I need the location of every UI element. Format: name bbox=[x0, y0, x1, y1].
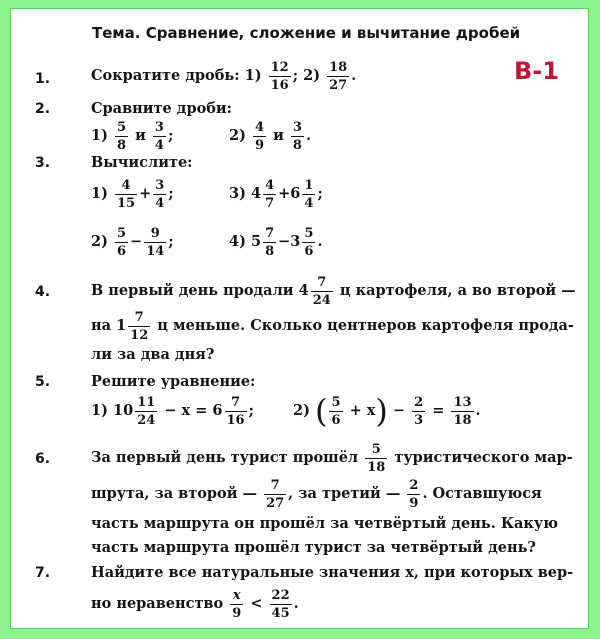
variant-label: В-1 bbox=[514, 57, 559, 85]
fraction: $\frac{3}{4}$ bbox=[155, 177, 165, 211]
task-2-b: 2) $\frac{4}{9}$ и $\frac{3}{8}$ . bbox=[229, 119, 312, 153]
fraction: $\frac{x}{9}$ bbox=[232, 587, 242, 621]
task-2-number: 2. bbox=[35, 101, 51, 117]
fraction: $\frac{7}{16}$ bbox=[226, 394, 245, 428]
fraction: $\frac{2}{9}$ bbox=[409, 477, 419, 511]
fraction: $\frac{13}{18}$ bbox=[453, 394, 472, 428]
fraction: $\frac{4}{9}$ bbox=[255, 119, 265, 153]
fraction: $\frac{1}{4}$ bbox=[304, 177, 314, 211]
task-2-a: 1) $\frac{5}{8}$ и $\frac{3}{4}$ ; bbox=[91, 119, 174, 153]
task-4-line-3: ли за два дня? bbox=[91, 345, 215, 363]
task-5-number: 5. bbox=[35, 374, 51, 390]
fraction: $\frac{7}{27}$ bbox=[266, 477, 285, 511]
fraction: $\frac{9}{14}$ bbox=[146, 225, 165, 259]
fraction: $\frac{5}{6}$ bbox=[304, 225, 314, 259]
task-3-a: 1) $\frac{4}{15}$ + $\frac{3}{4}$ ; bbox=[91, 177, 174, 211]
fraction: $\frac{2}{3}$ bbox=[414, 394, 424, 428]
task-3-b: 3) 4 $\frac{4}{7}$ + 6 $\frac{1}{4}$ ; bbox=[229, 177, 323, 211]
task-5-b: 2) ( $\frac{5}{6}$ + x ) − $\frac{2}{3}$ = $\frac{13}{18}$ . bbox=[293, 392, 481, 430]
task-6-line-2: шрута, за второй — $\frac{7}{27}$ , за третий — $\frac{2}{9}$ . Оставшуюся bbox=[91, 477, 542, 511]
task-3-d: 4) 5 $\frac{7}{8}$ − 3 $\frac{5}{6}$ . bbox=[229, 225, 323, 259]
task-6-line-4: часть маршрута прошёл турист за четвёртый день? bbox=[91, 538, 536, 556]
task-6-number: 6. bbox=[35, 451, 51, 467]
fraction: $\frac{7}{12}$ bbox=[130, 309, 149, 343]
task-1-number: 1. bbox=[35, 71, 51, 87]
fraction: $\frac{5}{18}$ bbox=[367, 441, 386, 475]
task-5-a: 1) 10 $\frac{11}{24}$ − x = 6 $\frac{7}{16}$ ; bbox=[91, 394, 254, 428]
page-title: Тема. Сравнение, сложение и вычитание дробей bbox=[92, 24, 521, 42]
fraction: $\frac{4}{7}$ bbox=[265, 177, 275, 211]
task-4-number: 4. bbox=[35, 284, 51, 300]
fraction: $\frac{4}{15}$ bbox=[117, 177, 136, 211]
task-6-line-3: часть маршрута он прошёл за четвёртый день. Какую bbox=[91, 514, 559, 532]
fraction: $\frac{22}{45}$ bbox=[271, 587, 290, 621]
task-7-number: 7. bbox=[35, 565, 51, 581]
fraction: $\frac{3}{8}$ bbox=[292, 119, 302, 153]
fraction: $\frac{5}{8}$ bbox=[117, 119, 127, 153]
task-4-line-1: В первый день продали 4 $\frac{7}{24}$ ц картофеля, а во второй — bbox=[91, 274, 576, 308]
task-1-text: Сократите дробь: 1) $\frac{12}{16}$ ; 2) $\frac{18}{27}$ . bbox=[91, 59, 357, 93]
task-2-text: Сравните дроби: bbox=[91, 99, 233, 117]
task-3-c: 2) $\frac{5}{6}$ − $\frac{9}{14}$ ; bbox=[91, 225, 174, 259]
fraction: $\frac{12}{16}$ bbox=[270, 59, 289, 93]
fraction: $\frac{5}{6}$ bbox=[331, 394, 341, 428]
task-7-line-2: но неравенство $\frac{x}{9}$ < $\frac{22}{45}$ . bbox=[91, 587, 299, 621]
task-7-line-1: Найдите все натуральные значения x, при которых вер- bbox=[91, 563, 574, 581]
fraction: $\frac{5}{6}$ bbox=[117, 225, 127, 259]
task-6-line-1: За первый день турист прошёл $\frac{5}{18}$ туристического мар- bbox=[91, 441, 573, 475]
worksheet bbox=[10, 8, 589, 629]
task-4-line-2: на 1 $\frac{7}{12}$ ц меньше. Сколько центнеров картофеля прода- bbox=[91, 309, 574, 343]
fraction: $\frac{7}{8}$ bbox=[265, 225, 275, 259]
fraction: $\frac{7}{24}$ bbox=[312, 274, 331, 308]
fraction: $\frac{11}{24}$ bbox=[137, 394, 156, 428]
task-3-number: 3. bbox=[35, 155, 51, 171]
fraction: $\frac{3}{4}$ bbox=[154, 119, 164, 153]
task-3-text: Вычислите: bbox=[91, 153, 193, 171]
task-5-text: Решите уравнение: bbox=[91, 372, 256, 390]
fraction: $\frac{18}{27}$ bbox=[329, 59, 348, 93]
